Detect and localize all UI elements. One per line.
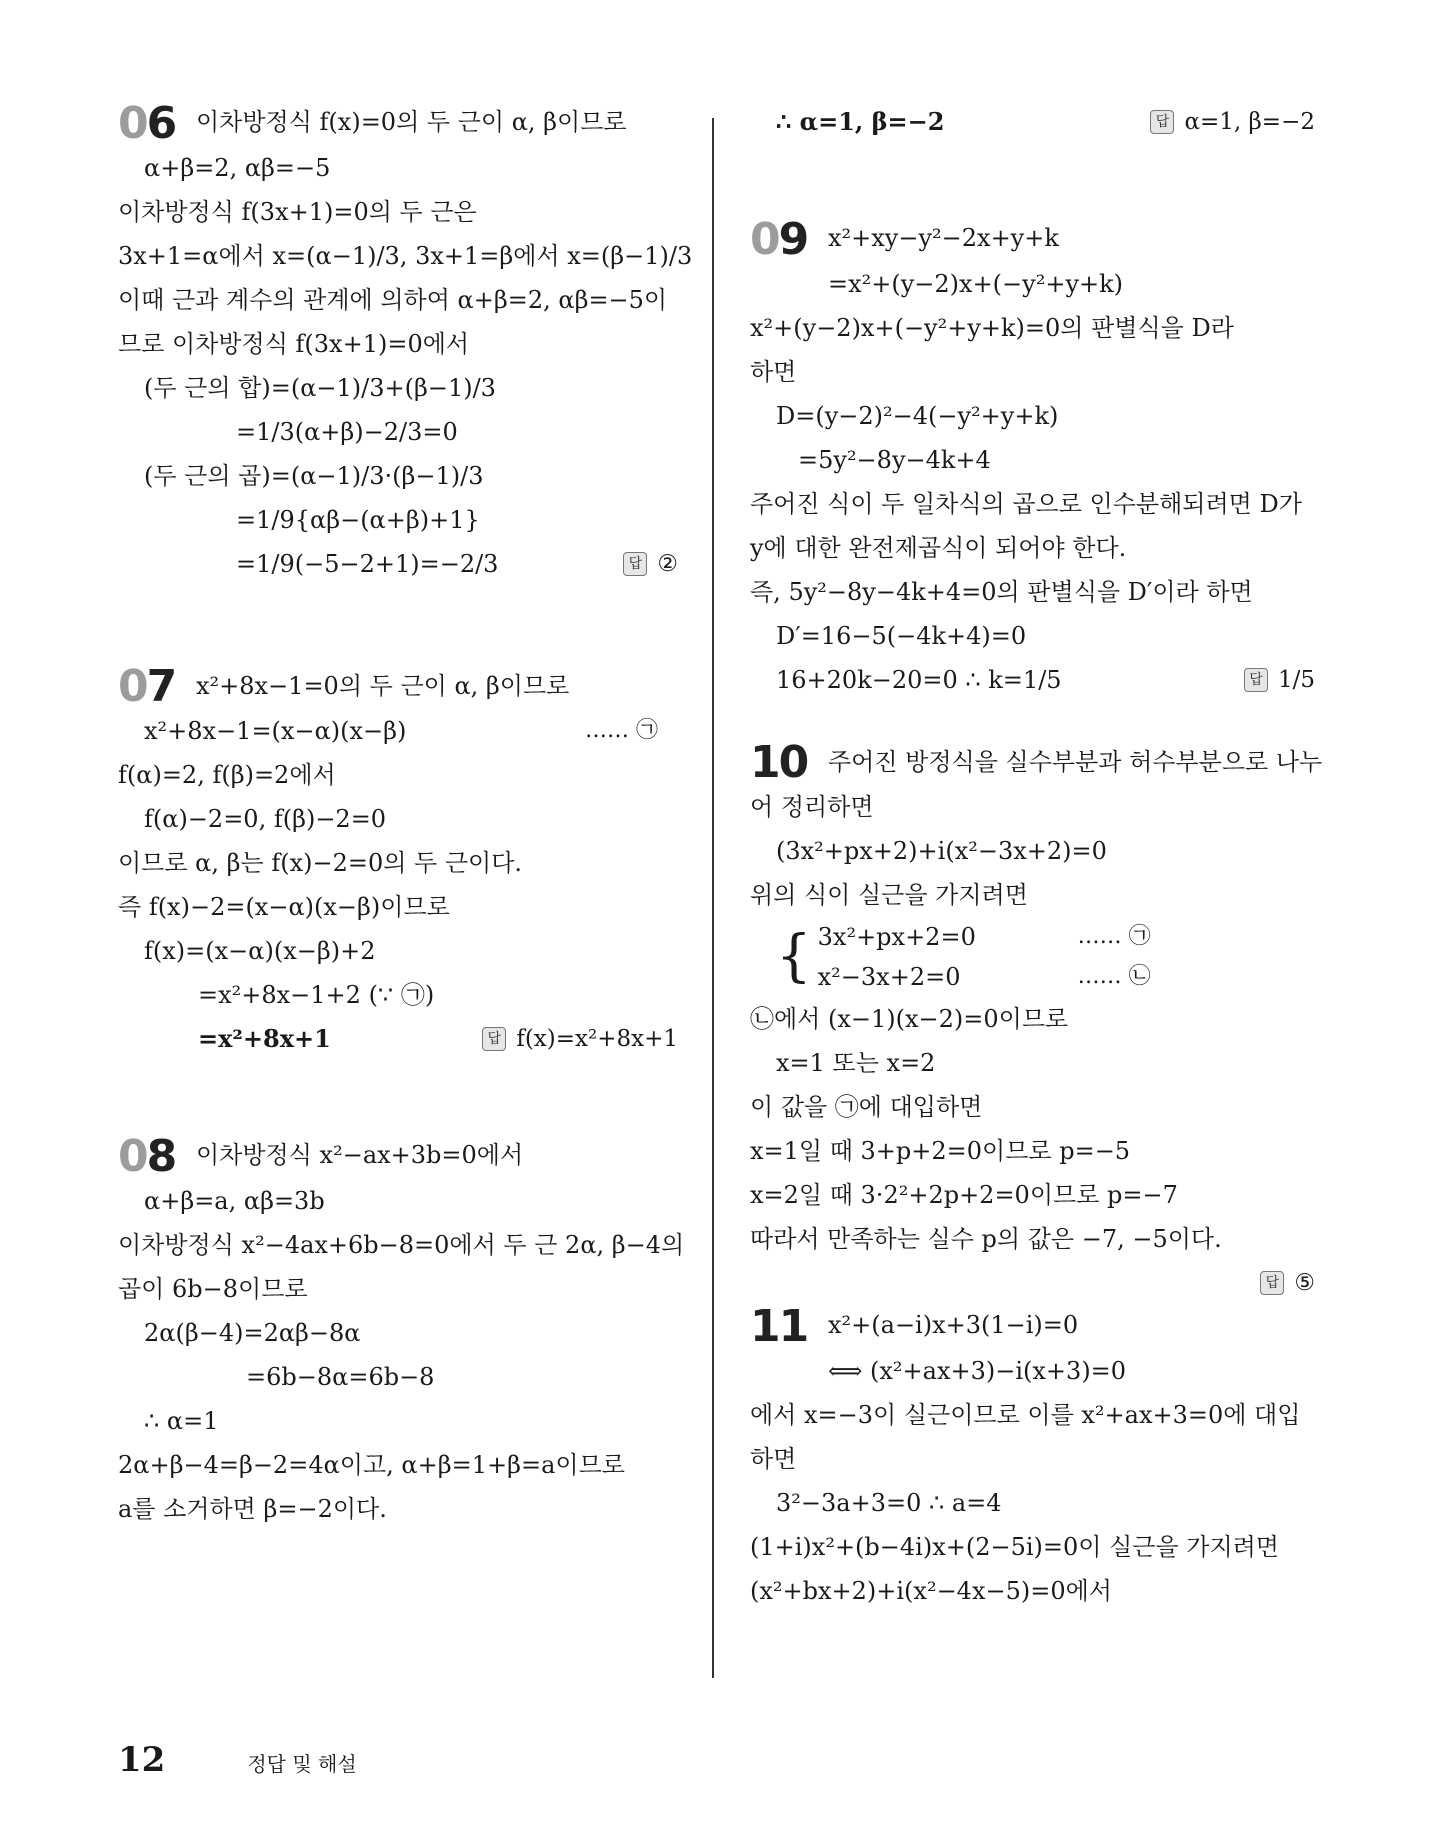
problem-number: 10 xyxy=(750,737,808,788)
solution-line: x²−3x+2=0 xyxy=(817,963,961,991)
solution-line: 이 값을 ㉠에 대입하면 xyxy=(750,1093,983,1121)
answer-value: f(x)=x²+8x+1 xyxy=(516,1026,678,1052)
answer-badge: 답 xyxy=(1244,668,1268,692)
solution-line: 이므로 α, β는 f(x)−2=0의 두 근이다. xyxy=(118,849,523,877)
solution-line: =6b−8α=6b−8 xyxy=(246,1362,435,1391)
solution-line: x=2일 때 3·2²+2p+2=0이므로 p=−7 xyxy=(750,1181,1178,1209)
answer xyxy=(1260,1261,1315,1305)
answer xyxy=(1150,100,1315,144)
answer-badge: 답 xyxy=(482,1027,506,1051)
problem-09 xyxy=(750,213,1315,702)
problem-06 xyxy=(118,97,693,586)
equation-mark: …… ㉠ xyxy=(585,718,658,743)
answer-value: ② xyxy=(657,550,678,577)
solution-line: f(α)−2=0, f(β)−2=0 xyxy=(144,805,387,833)
equation-system xyxy=(750,917,1315,997)
solution-line: ∴ α=1, β=−2 xyxy=(776,107,945,136)
solution-line: 3x+1=α에서 x=(α−1)/3, 3x+1=β에서 x=(β−1)/3 xyxy=(118,241,693,270)
solution-line: 16+20k−20=0 ∴ k=1/5 xyxy=(776,665,1062,694)
problem-number: 08 xyxy=(118,1130,176,1182)
answer-value: α=1, β=−2 xyxy=(1184,109,1315,135)
solution-line: α+β=2, αβ=−5 xyxy=(144,153,331,182)
solution-line: x²+(a−i)x+3(1−i)=0 xyxy=(828,1311,1079,1339)
equation-mark: …… ㉠ xyxy=(1077,924,1151,949)
solution-line: =1/9{αβ−(α+β)+1} xyxy=(236,505,480,534)
answer-badge: 답 xyxy=(1150,110,1174,134)
page-footer xyxy=(118,1740,357,1780)
solution-line: =x²+8x−1+2 (∵ ㉠) xyxy=(198,981,435,1009)
solution-line: f(x)=(x−α)(x−β)+2 xyxy=(144,937,376,965)
solution-line: ⟺ (x²+ax+3)−i(x+3)=0 xyxy=(828,1356,1127,1385)
solution-line: 주어진 식이 두 일차식의 곱으로 인수분해되려면 D가 xyxy=(750,489,1302,518)
answer xyxy=(1244,658,1315,702)
solution-line: (3x²+px+2)+i(x²−3x+2)=0 xyxy=(776,837,1107,865)
solution-line: 이차방정식 f(x)=0의 두 근이 α, β이므로 xyxy=(196,108,627,136)
solution-line: 이차방정식 f(3x+1)=0의 두 근은 xyxy=(118,197,477,226)
problem-07 xyxy=(118,661,678,1062)
solution-line: (두 근의 합)=(α−1)/3+(β−1)/3 xyxy=(144,373,496,402)
solution-line: x=1 또는 x=2 xyxy=(776,1049,936,1077)
solution-line: x²+8x−1=0의 두 근이 α, β이므로 xyxy=(196,671,570,700)
solution-line: 어 정리하면 xyxy=(750,793,874,821)
solution-line: D′=16−5(−4k+4)=0 xyxy=(776,621,1027,650)
answer xyxy=(482,1017,678,1061)
solution-line: 3²−3a+3=0 ∴ a=4 xyxy=(776,1488,1002,1517)
solution-line: x=1일 때 3+p+2=0이므로 p=−5 xyxy=(750,1137,1131,1165)
answer-badge: 답 xyxy=(1260,1271,1284,1295)
solution-line: (두 근의 곱)=(α−1)/3·(β−1)/3 xyxy=(144,461,484,490)
solution-line: ∴ α=1 xyxy=(144,1406,219,1435)
problem-number: 11 xyxy=(750,1300,808,1352)
solution-line: a를 소거하면 β=−2이다. xyxy=(118,1494,387,1523)
solution-line: =x²+8x+1 xyxy=(198,1024,331,1053)
solution-line: D=(y−2)²−4(−y²+y+k) xyxy=(776,401,1059,430)
solution-line: (x²+bx+2)+i(x²−4x−5)=0에서 xyxy=(750,1576,1112,1605)
solution-line: 주어진 방정식을 실수부분과 허수부분으로 나누 xyxy=(828,747,1323,776)
solution-line: 이차방정식 x²−4ax+6b−8=0에서 두 근 2α, β−4의 xyxy=(118,1230,685,1259)
problem-10 xyxy=(750,737,1323,1296)
solution-line: α+β=a, αβ=3b xyxy=(144,1186,325,1215)
equation-mark: …… ㉡ xyxy=(1077,964,1151,989)
solution-line: ㉡에서 (x−1)(x−2)=0이므로 xyxy=(750,1005,1069,1033)
solution-line: y에 대한 완전제곱식이 되어야 한다. xyxy=(750,533,1127,562)
problem-08 xyxy=(118,1130,685,1531)
solution-line: 3x²+px+2=0 xyxy=(817,923,976,951)
solution-line: 곱이 6b−8이므로 xyxy=(118,1274,308,1303)
solution-line: =x²+(y−2)x+(−y²+y+k) xyxy=(828,269,1124,298)
solution-line: 위의 식이 실근을 가지려면 xyxy=(750,881,1028,909)
solution-line: 에서 x=−3이 실근이므로 이를 x²+ax+3=0에 대입 xyxy=(750,1400,1301,1429)
answer-value: ⑤ xyxy=(1294,1270,1315,1296)
left-column xyxy=(118,97,693,1531)
page-number: 12 xyxy=(118,1740,166,1780)
column-divider xyxy=(712,118,714,1678)
solution-line: =1/3(α+β)−2/3=0 xyxy=(236,417,458,446)
brace-icon: { xyxy=(776,924,812,989)
solution-line: =1/9(−5−2+1)=−2/3 xyxy=(236,549,499,578)
answer-value: 1/5 xyxy=(1277,666,1315,693)
answer xyxy=(623,542,678,586)
solution-line: 따라서 만족하는 실수 p의 값은 −7, −5이다. xyxy=(750,1225,1222,1253)
solution-line: 즉 f(x)−2=(x−α)(x−β)이므로 xyxy=(118,893,450,921)
solution-line: 므로 이차방정식 f(3x+1)=0에서 xyxy=(118,329,470,358)
solution-line: 즉, 5y²−8y−4k+4=0의 판별식을 D′이라 하면 xyxy=(750,577,1253,606)
solution-line: 이때 근과 계수의 관계에 의하여 α+β=2, αβ=−5이 xyxy=(118,285,668,314)
solution-line: 하면 xyxy=(750,357,797,386)
problem-number: 06 xyxy=(118,97,176,149)
solution-line: x²+xy−y²−2x+y+k xyxy=(828,224,1059,252)
solution-line: 이차방정식 x²−ax+3b=0에서 xyxy=(196,1141,524,1169)
solution-line: =5y²−8y−4k+4 xyxy=(798,445,991,474)
right-column xyxy=(750,100,1323,1613)
solution-line: x²+(y−2)x+(−y²+y+k)=0의 판별식을 D라 xyxy=(750,313,1234,342)
problem-11 xyxy=(750,1300,1315,1613)
footer-label: 정답 및 해설 xyxy=(247,1752,357,1776)
solution-line: f(α)=2, f(β)=2에서 xyxy=(118,761,336,789)
solution-line: (1+i)x²+(b−4i)x+(2−5i)=0이 실근을 가지려면 xyxy=(750,1532,1279,1561)
solution-line: x²+8x−1=(x−α)(x−β) xyxy=(144,717,407,745)
answer-badge: 답 xyxy=(623,552,647,576)
problem-number: 07 xyxy=(118,661,176,712)
problem-number: 09 xyxy=(750,213,808,265)
solution-line: 하면 xyxy=(750,1444,797,1473)
problem-08-continued xyxy=(750,100,1315,144)
solution-line: 2α(β−4)=2αβ−8α xyxy=(144,1318,361,1347)
solution-line: 2α+β−4=β−2=4α이고, α+β=1+β=a이므로 xyxy=(118,1450,625,1479)
